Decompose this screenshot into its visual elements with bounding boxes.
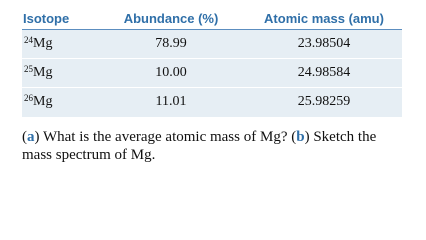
question-line-1 <box>22 128 422 146</box>
part-b-label: b <box>296 129 305 145</box>
atomic-mass-cell: 25.98259 <box>246 88 402 117</box>
part-a-open: ( <box>22 129 27 145</box>
table-row <box>22 30 402 59</box>
isotope-table <box>22 8 402 117</box>
isotope-cell <box>22 59 96 88</box>
mass-number: 24 <box>24 35 33 45</box>
part-a-label: a <box>27 129 35 145</box>
element-symbol: Mg <box>33 65 53 80</box>
part-a-close: ) <box>34 129 40 145</box>
question-text <box>22 128 422 164</box>
part-b-open: ( <box>291 129 297 145</box>
question-line-2: mass spectrum of Mg. <box>22 147 156 163</box>
table-row <box>22 88 402 117</box>
table-row <box>22 59 402 88</box>
isotope-cell <box>22 88 96 117</box>
part-b-close: ) <box>304 129 310 145</box>
mass-number: 26 <box>24 93 33 104</box>
table-header-row <box>22 8 402 30</box>
abundance-cell: 11.01 <box>96 88 246 117</box>
abundance-cell: 10.00 <box>96 59 246 88</box>
header-isotope: Isotope <box>22 8 96 30</box>
element-symbol: Mg <box>33 94 53 110</box>
mass-number: 25 <box>24 64 33 74</box>
part-a-text: What is the average atomic mass of Mg? <box>39 129 292 145</box>
header-atomic-mass: Atomic mass (amu) <box>246 8 402 30</box>
isotope-cell <box>22 30 96 59</box>
atomic-mass-cell: 23.98504 <box>297 36 351 51</box>
atomic-mass-cell: 24.98584 <box>246 59 402 88</box>
part-b-text: Sketch the <box>309 129 377 145</box>
header-abundance: Abundance (%) <box>96 8 246 30</box>
element-symbol: Mg <box>33 36 53 51</box>
abundance-cell: 78.99 <box>155 36 187 51</box>
